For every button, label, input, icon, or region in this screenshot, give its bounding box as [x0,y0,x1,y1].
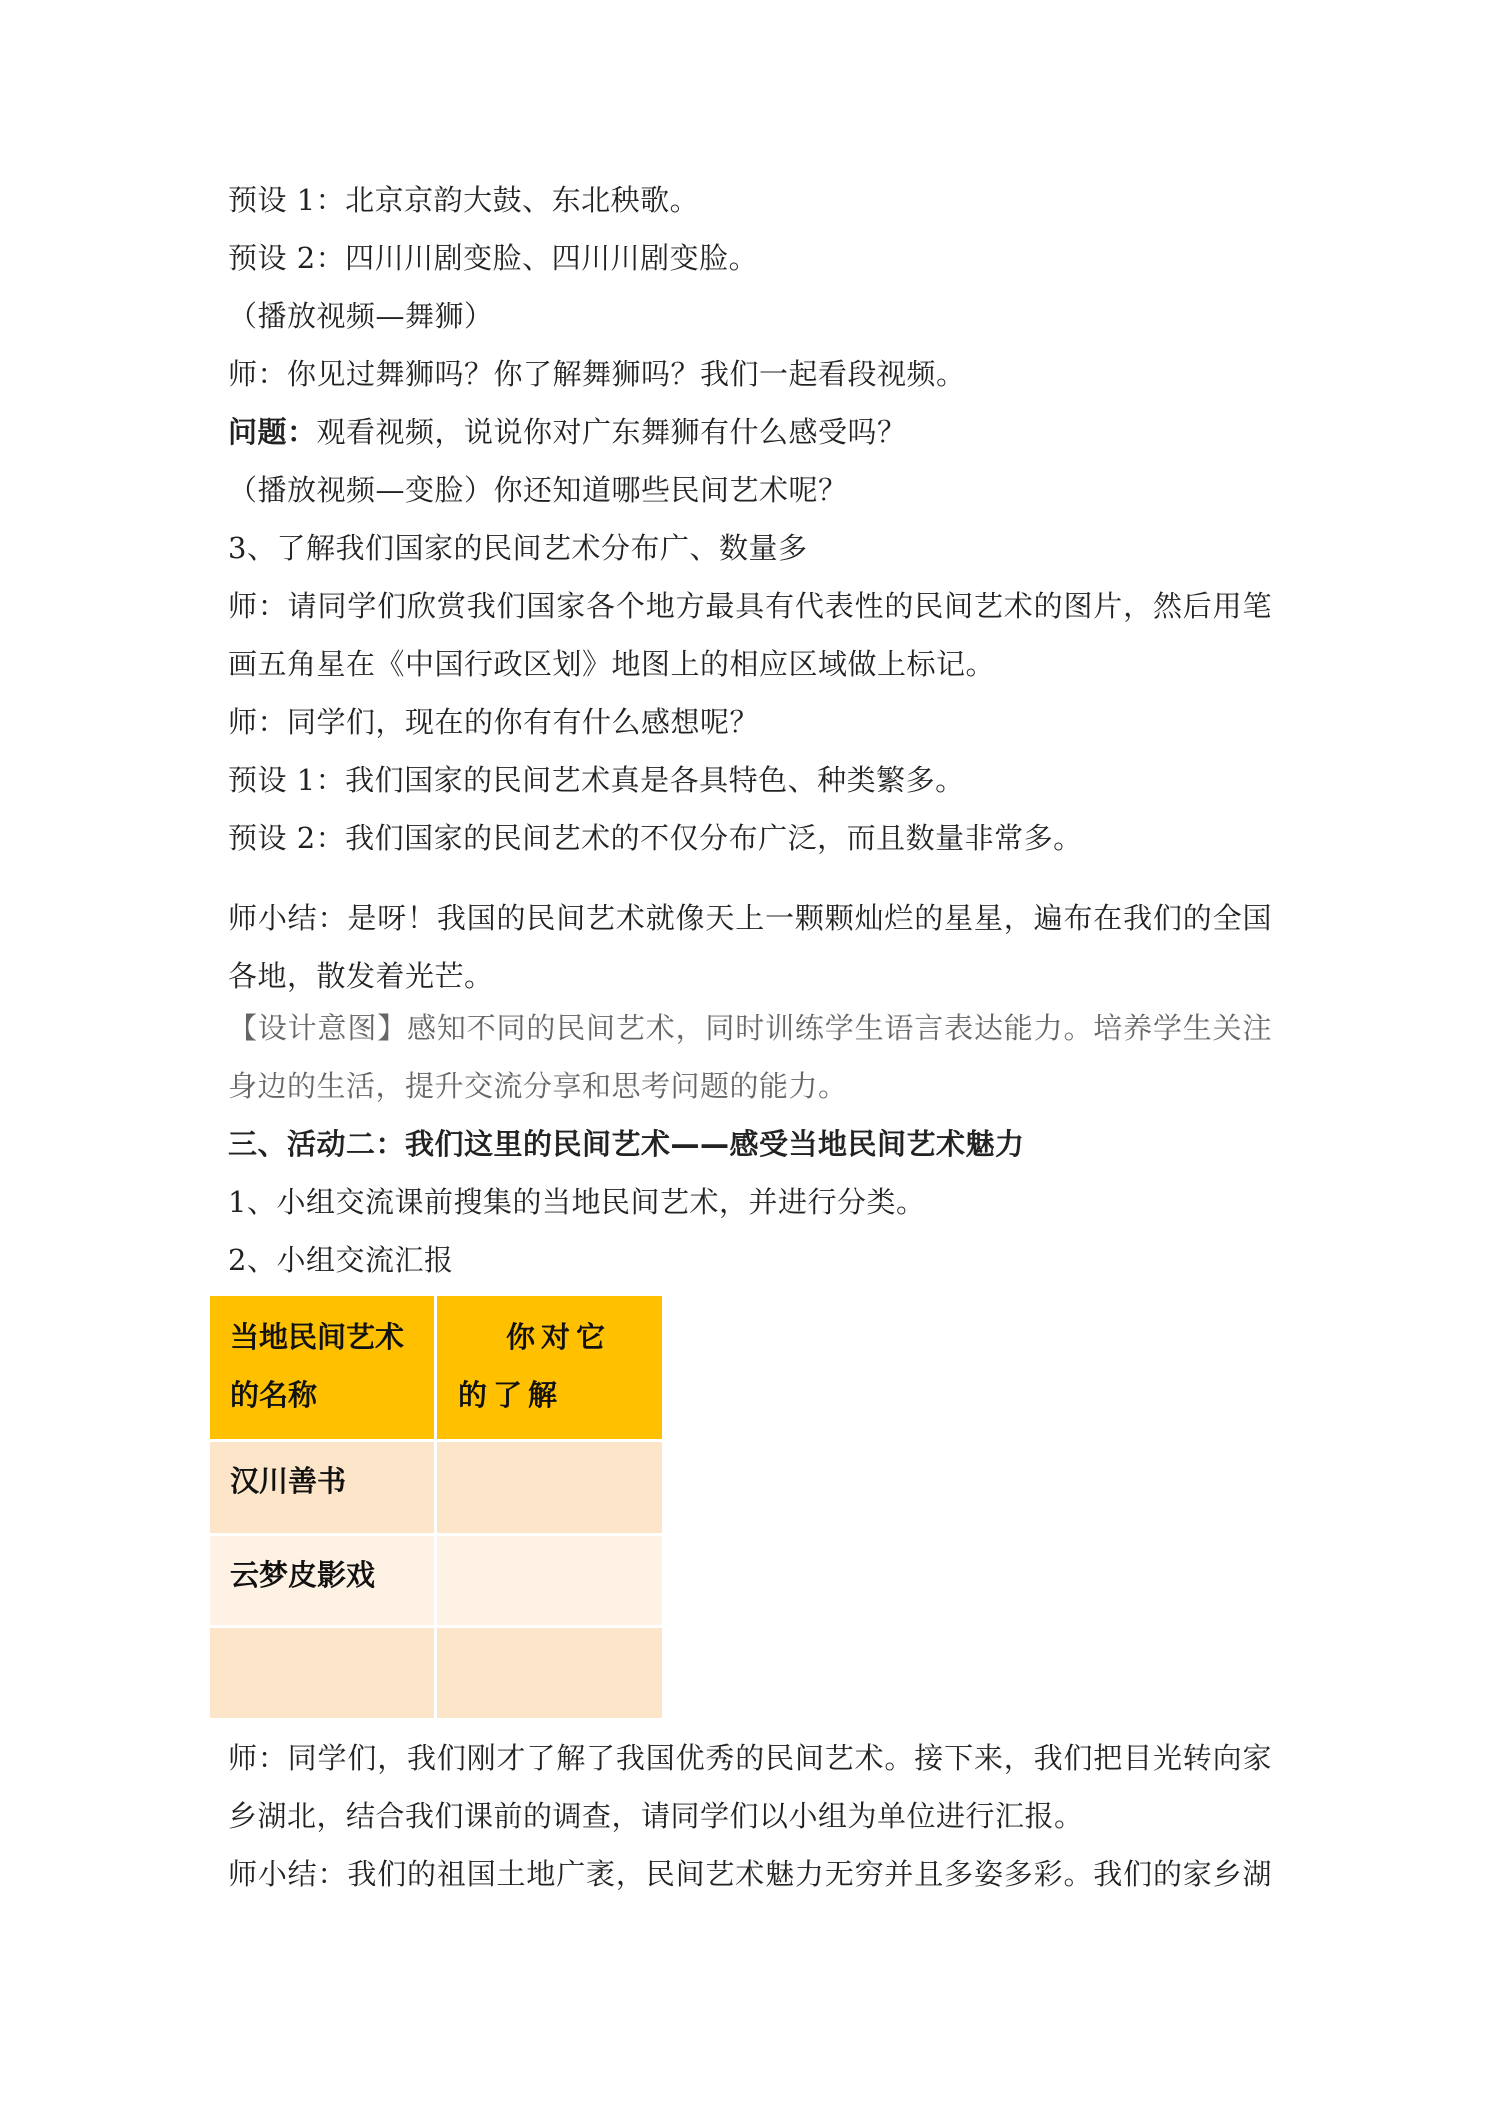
table-cell-note [436,1534,662,1626]
paragraph-line: 预设 2：我们国家的民间艺术的不仅分布广泛，而且数量非常多。 [228,821,1083,855]
paragraph-line: 师小结：我们的祖国土地广袤，民间艺术魅力无穷并且多姿多彩。我们的家乡湖 [228,1857,1272,1891]
table-column-divider [434,1296,437,1718]
paragraph-line: 预设 2：四川川剧变脸、四川川剧变脸。 [228,241,759,275]
paragraph-line: （播放视频—舞狮） [228,299,494,333]
paragraph-line [228,412,907,452]
paragraph-line: 2、小组交流汇报 [228,1243,454,1277]
question-text: 观看视频，说说你对广东舞狮有什么感受吗？ [316,415,907,449]
table-row-divider [210,1439,662,1442]
design-intent-line: 身边的生活，提升交流分享和思考问题的能力。 [228,1069,848,1103]
paragraph-line: 画五角星在《中国行政区划》地图上的相应区域做上标记。 [228,647,996,681]
paragraph-line: 师：你见过舞狮吗？你了解舞狮吗？我们一起看段视频。 [228,357,966,391]
paragraph-line: 师：同学们，现在的你有有什么感想呢？ [228,705,760,739]
paragraph-line: （播放视频—变脸）你还知道哪些民间艺术呢？ [228,473,848,507]
table-cell-name [210,1626,436,1718]
section-heading: 三、活动二：我们这里的民间艺术——感受当地民间艺术魅力 [228,1127,1025,1161]
table-header-note: 你对它的了解 [436,1296,662,1440]
paragraph-line: 师：同学们，我们刚才了解了我国优秀的民间艺术。接下来，我们把目光转向家 [228,1741,1272,1775]
paragraph-line: 预设 1：我们国家的民间艺术真是各具特色、种类繁多。 [228,763,965,797]
question-label: 问题： [228,415,317,449]
table-cell-note [436,1440,662,1534]
paragraph-line: 师小结：是呀！我国的民间艺术就像天上一颗颗灿烂的星星，遍布在我们的全国 [228,901,1272,935]
paragraph-line: 各地，散发着光芒。 [228,959,494,993]
table-row-divider [210,1625,662,1628]
table-cell-note [436,1626,662,1718]
paragraph-line: 乡湖北，结合我们课前的调查，请同学们以小组为单位进行汇报。 [228,1799,1084,1833]
table-cell-name: 云梦皮影戏 [210,1534,436,1626]
paragraph-line: 师：请同学们欣赏我们国家各个地方最具有代表性的民间艺术的图片，然后用笔 [228,589,1272,623]
table-header-name: 当地民间艺术的名称 [210,1296,436,1440]
paragraph-line: 3、了解我们国家的民间艺术分布广、数量多 [228,531,808,565]
table-row-divider [210,1533,662,1536]
paragraph-line: 1、小组交流课前搜集的当地民间艺术，并进行分类。 [228,1185,926,1219]
paragraph-line: 预设 1：北京京韵大鼓、东北秧歌。 [228,183,700,217]
table-cell-name: 汉川善书 [210,1440,436,1534]
design-intent-line: 【设计意图】感知不同的民间艺术，同时训练学生语言表达能力。培养学生关注 [228,1011,1272,1045]
